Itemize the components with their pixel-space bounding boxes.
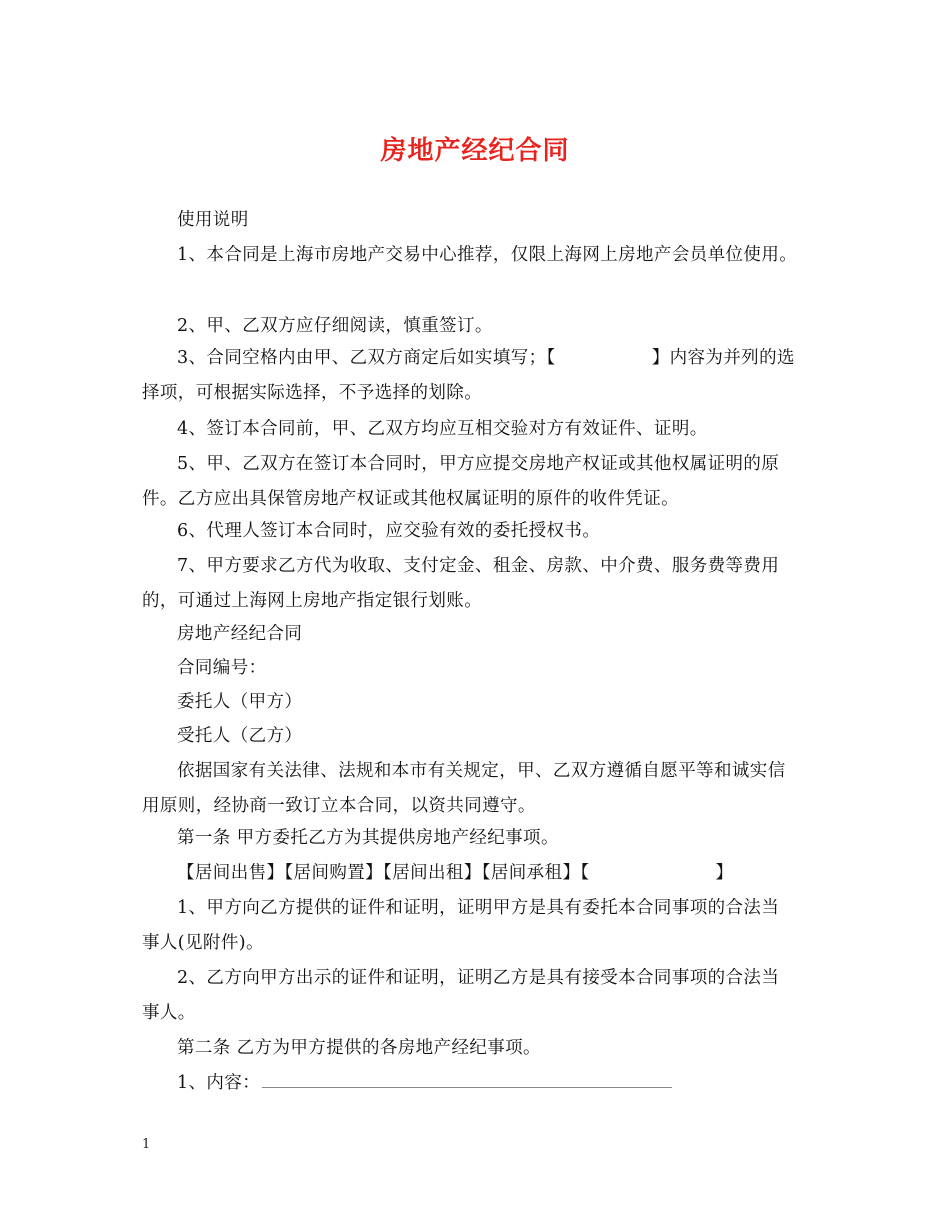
usage-heading: 使用说明: [177, 210, 249, 230]
article-2-heading: 第二条 乙方为甲方提供的各房地产经纪事项。: [177, 1038, 541, 1058]
article-1-heading: 第一条 甲方委托乙方为其提供房地产经纪事项。: [177, 828, 559, 848]
options-close: 】: [715, 863, 734, 883]
article-1-item-2-line-2: 事人。: [142, 1003, 196, 1023]
contract-subtitle: 房地产经纪合同: [177, 624, 303, 644]
party-a-label: 委托人（甲方）: [177, 692, 303, 712]
paragraph-4: 4、签订本合同前，甲、乙双方均应互相交验对方有效证件、证明。: [177, 419, 708, 439]
article-1-item-1-line-1: 1、甲方向乙方提供的证件和证明，证明甲方是具有委托本合同事项的合法当: [177, 898, 780, 918]
paragraph-3-pre: 3、合同空格内由甲、乙双方商定后如实填写；【: [177, 348, 556, 368]
document-title: 房地产经纪合同: [380, 136, 570, 166]
paragraph-3-line-1: [177, 346, 795, 370]
paragraph-1: 1、本合同是上海市房地产交易中心推荐，仅限上海网上房地产会员单位使用。: [177, 245, 798, 265]
paragraph-7-line-1: 7、甲方要求乙方代为收取、支付定金、租金、房款、中介费、服务费等费用: [177, 556, 780, 576]
basis-line-1: 依据国家有关法律、法规和本市有关规定，甲、乙双方遵循自愿平等和诚实信: [177, 761, 786, 781]
paragraph-2: 2、甲、乙双方应仔细阅读，慎重签订。: [177, 316, 493, 336]
basis-line-2: 用原则，经协商一致订立本合同，以资共同遵守。: [142, 796, 536, 816]
party-b-label: 受托人（乙方）: [177, 726, 303, 746]
paragraph-7-line-2: 的，可通过上海网上房地产指定银行划账。: [142, 591, 483, 611]
paragraph-5-line-1: 5、甲、乙双方在签订本合同时，甲方应提交房地产权证或其他权属证明的原: [177, 454, 780, 474]
paragraph-5-line-2: 件。乙方应出具保管房地产权证或其他权属证明的原件的收件凭证。: [142, 489, 679, 509]
page-number: 1: [142, 1137, 151, 1152]
article-1-item-2-line-1: 2、乙方向甲方出示的证件和证明，证明乙方是具有接受本合同事项的合法当: [177, 968, 780, 988]
content-label: 1、内容：: [177, 1073, 261, 1093]
article-1-options: [177, 861, 733, 885]
article-1-item-1-line-2: 事人(见附件)。: [142, 933, 264, 953]
paragraph-6: 6、代理人签订本合同时，应交验有效的委托授权书。: [177, 521, 601, 541]
content-line: [177, 1071, 672, 1095]
content-blank-line: [262, 1071, 672, 1088]
options-text: 【居间出售】【居间购置】【居间出租】【居间承租】【: [177, 863, 590, 883]
contract-number-label: 合同编号：: [177, 658, 267, 678]
paragraph-3-post: 】内容为并列的选: [651, 348, 795, 368]
paragraph-3-line-2: 择项，可根据实际选择，不予选择的划除。: [142, 383, 483, 403]
